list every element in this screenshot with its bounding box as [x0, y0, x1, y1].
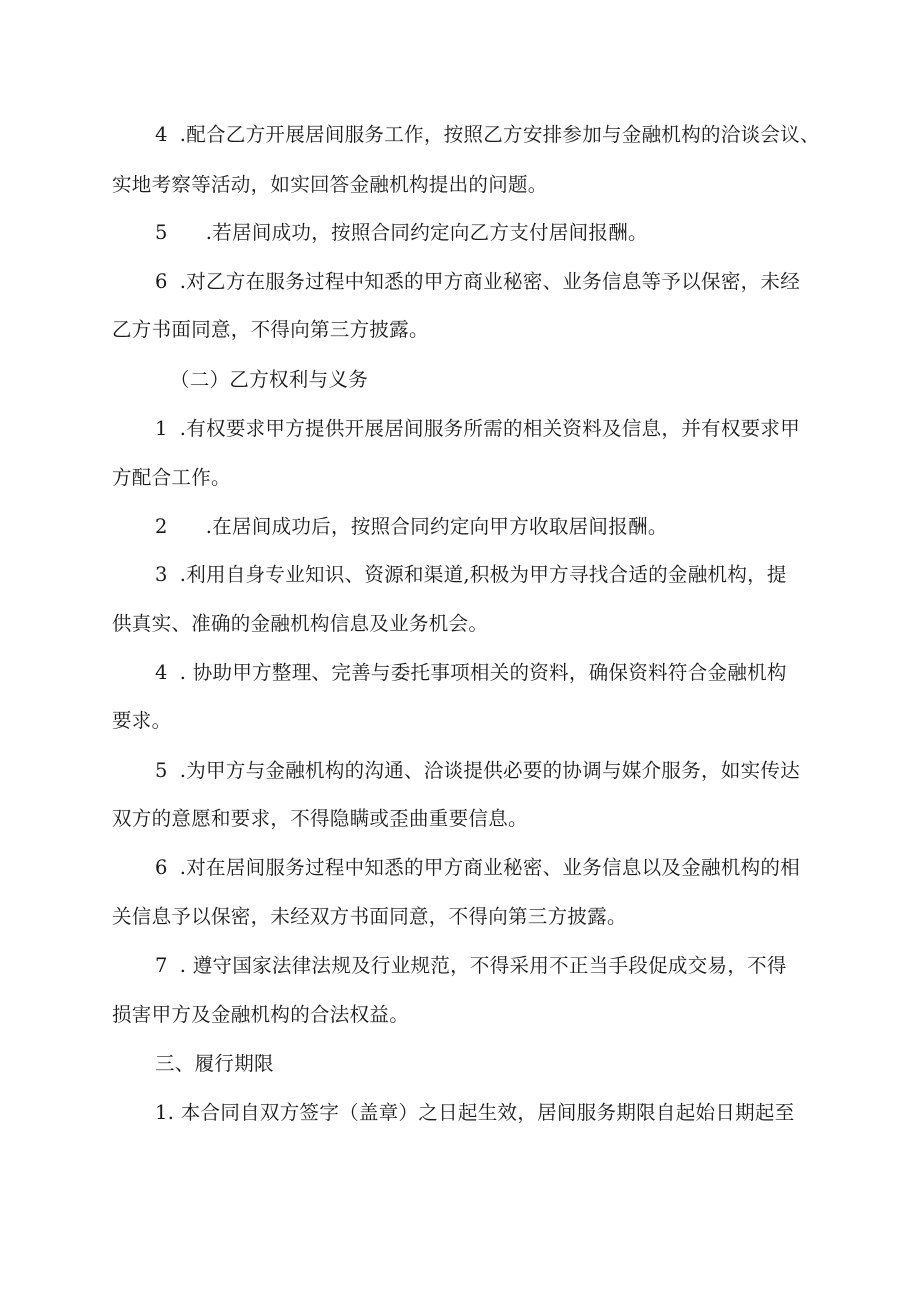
item-number: 1 [155, 417, 168, 440]
item-text: .若居间成功，按照合同约定向乙方支付居间报酬。 [205, 221, 648, 244]
item-number: 5 [155, 221, 168, 244]
item-text: .配合乙方开展居间服务工作，按照乙方安排参加与金融机构的洽谈会议、 [179, 123, 820, 146]
item-text: . 本合同自双方签字（盖章）之日起生效，居间服务期限自起始日期起至 [167, 1101, 795, 1124]
item-number: 3 [155, 563, 168, 586]
section-heading: （二）乙方权利与义务 [170, 368, 369, 391]
item-number: 6 [155, 270, 168, 293]
item-text: .对在居间服务过程中知悉的甲方商业秘密、业务信息以及金融机构的相 [179, 856, 801, 879]
paragraph-line [155, 415, 800, 443]
paragraph-line [155, 757, 800, 785]
item-text: .对乙方在服务过程中知悉的甲方商业秘密、业务信息等予以保密，未经 [179, 270, 801, 293]
item-number: 1 [155, 1101, 168, 1124]
item-number: 5 [155, 759, 168, 782]
item-text-continued: 实地考察等活动，如实回答金融机构提出的问题。 [112, 173, 548, 196]
paragraph-line [155, 561, 787, 589]
item-text-continued: 要求。 [112, 709, 172, 732]
paragraph-line [155, 854, 800, 882]
item-number: 4 [155, 661, 168, 684]
paragraph-line [112, 805, 528, 833]
paragraph-line [112, 610, 488, 638]
paragraph-line [155, 121, 820, 149]
item-text: . 遵守国家法律法规及行业规范，不得采用不正当手段促成交易，不得 [179, 954, 787, 977]
item-text-continued: 方配合工作。 [112, 466, 231, 489]
item-text-continued: 损害甲方及金融机构的合法权益。 [112, 1003, 410, 1026]
paragraph-line [112, 171, 548, 199]
item-text: . 协助甲方整理、完善与委托事项相关的资料，确保资料符合金融机构 [179, 661, 787, 684]
item-text: .利用自身专业知识、资源和渠道,积极为甲方寻找合适的金融机构，提 [179, 563, 787, 586]
item-number: 7 [155, 954, 168, 977]
item-text: .有权要求甲方提供开展居间服务所需的相关资料及信息，并有权要求甲 [179, 417, 801, 440]
item-number: 4 [155, 123, 168, 146]
paragraph-line [112, 1001, 409, 1029]
paragraph-line [112, 464, 231, 492]
paragraph-line [112, 707, 171, 735]
paragraph-line [155, 1099, 795, 1127]
item-number: 6 [155, 856, 168, 879]
paragraph-line [112, 316, 429, 344]
paragraph-line [155, 952, 787, 980]
item-number: 2 [155, 515, 168, 538]
item-text-continued: 乙方书面同意，不得向第三方披露。 [112, 318, 429, 341]
item-text: .为甲方与金融机构的沟通、洽谈提供必要的协调与媒介服务，如实传达 [179, 759, 801, 782]
item-text-continued: 供真实、准确的金融机构信息及业务机会。 [112, 612, 489, 635]
paragraph-line [155, 268, 800, 296]
item-text: .在居间成功后，按照合同约定向甲方收取居间报酬。 [205, 515, 668, 538]
paragraph-line [155, 513, 668, 541]
section-heading: 三、履行期限 [155, 1052, 274, 1075]
paragraph-line [155, 659, 787, 687]
item-text-continued: 双方的意愿和要求，不得隐瞒或歪曲重要信息。 [112, 807, 528, 830]
item-text-continued: 关信息予以保密，未经双方书面同意，不得向第三方披露。 [112, 905, 627, 928]
paragraph-line [155, 219, 648, 247]
paragraph-line [112, 903, 627, 931]
